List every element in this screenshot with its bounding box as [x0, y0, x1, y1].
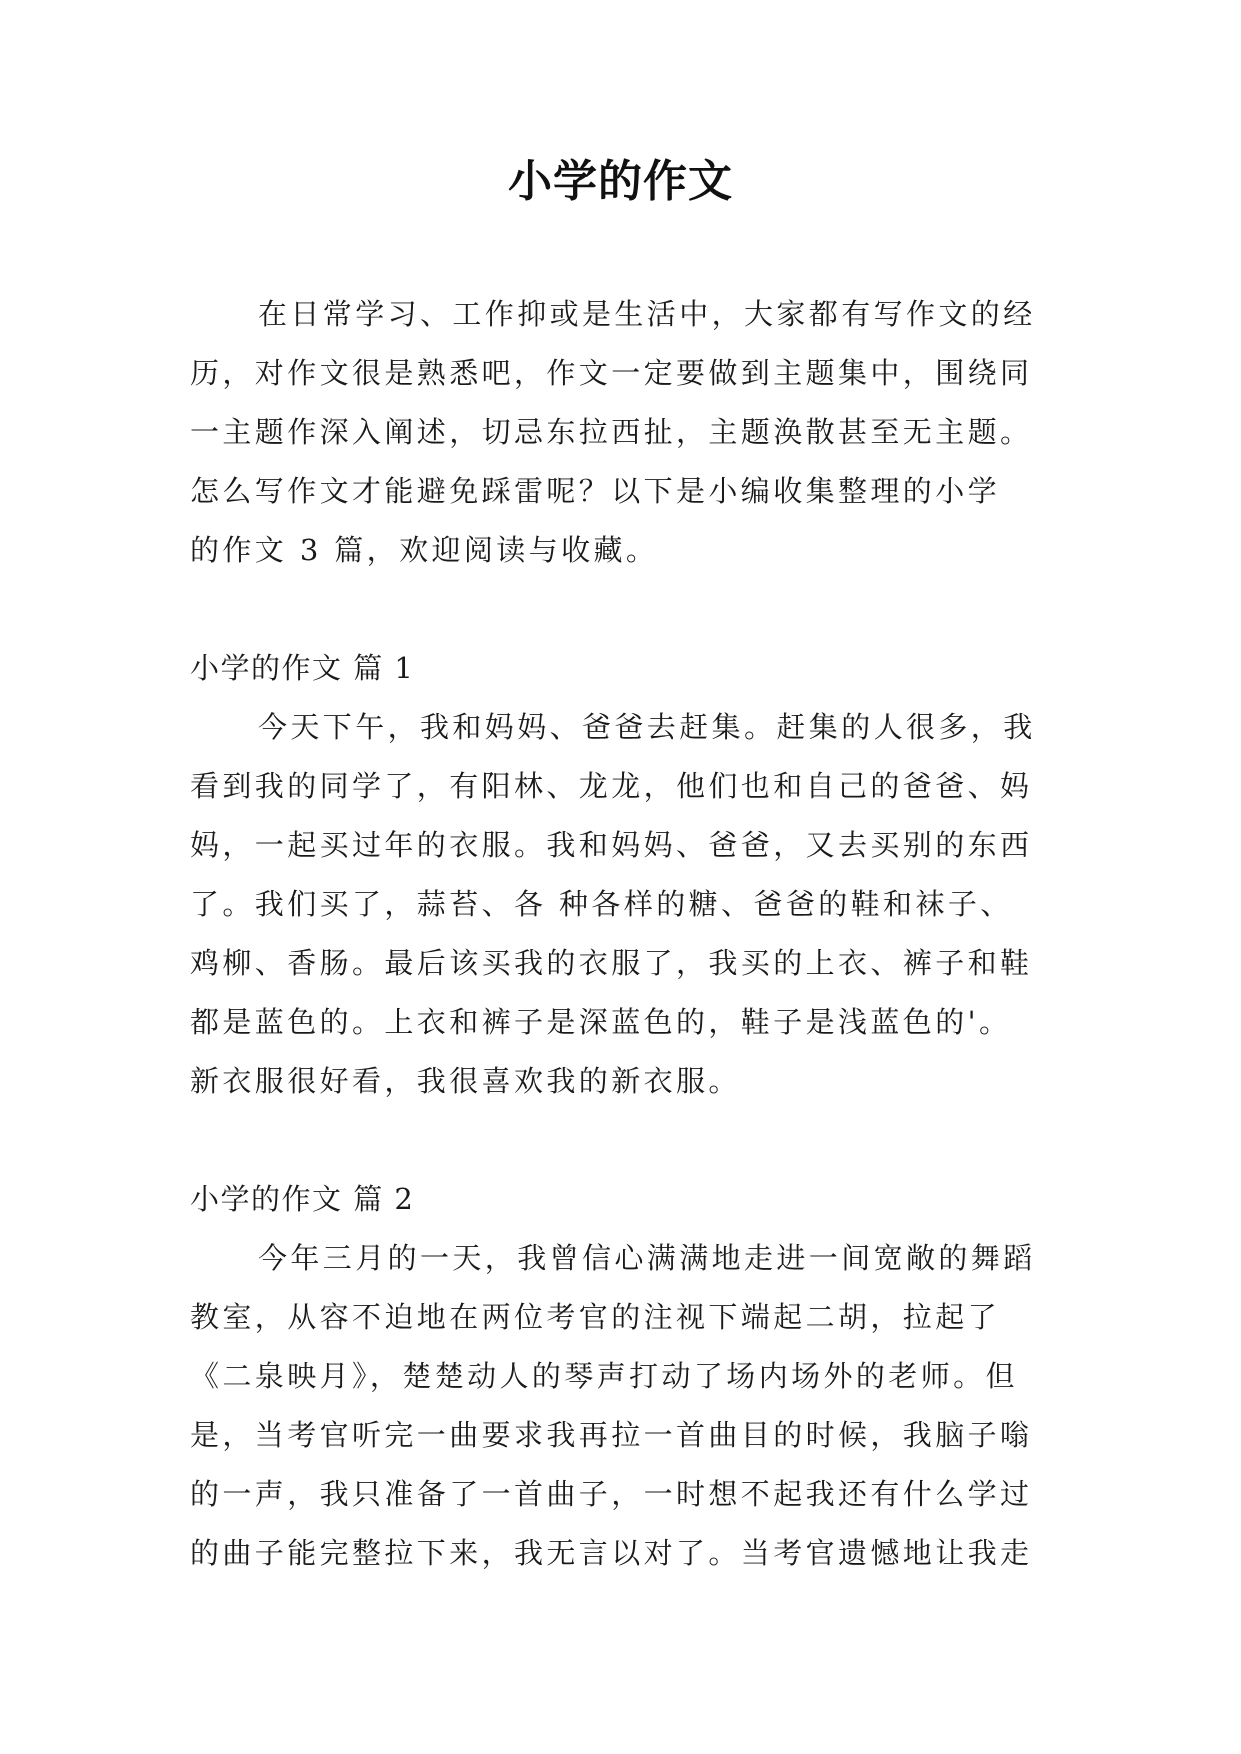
text-line: 妈，一起买过年的衣服。我和妈妈、爸爸，又去买别的东西	[190, 828, 1033, 862]
text-line: 历，对作文很是熟悉吧，作文一定要做到主题集中，围绕同	[190, 356, 1033, 390]
text-line: 的作文 3 篇，欢迎阅读与收藏。	[190, 533, 659, 567]
document-title: 小学的作文	[508, 156, 733, 207]
text-line: 《二泉映月》，楚楚动人的琴声打动了场内场外的老师。但	[190, 1359, 1018, 1393]
text-line: 一主题作深入阐述，切忌东拉西扯，主题涣散甚至无主题。	[190, 415, 1033, 449]
section-2	[190, 1170, 1070, 1583]
section-1	[190, 639, 1070, 1111]
paragraph-gap	[190, 1111, 1070, 1170]
text-line: 了。我们买了，蒜苔、各 种各样的糖、爸爸的鞋和袜子、	[190, 887, 1013, 921]
text-line: 鸡柳、香肠。最后该买我的衣服了，我买的上衣、裤子和鞋	[190, 946, 1033, 980]
text-line: 都是蓝色的。上衣和裤子是深蓝色的，鞋子是浅蓝色的'。	[190, 1005, 1012, 1039]
text-line: 的曲子能完整拉下来，我无言以对了。当考官遗憾地让我走	[190, 1536, 1033, 1570]
text-line: 是，当考官听完一曲要求我再拉一首曲目的时候，我脑子嗡	[190, 1418, 1033, 1452]
paragraph-gap	[190, 580, 1070, 639]
section-heading: 小学的作文 篇 1	[190, 651, 415, 685]
intro-paragraph	[190, 285, 1070, 580]
document-body	[190, 285, 1070, 1583]
section-heading: 小学的作文 篇 2	[190, 1182, 415, 1216]
text-line: 新衣服很好看，我很喜欢我的新衣服。	[190, 1064, 741, 1098]
text-line: 怎么写作文才能避免踩雷呢？以下是小编收集整理的小学	[190, 474, 1001, 508]
text-line: 今天下午，我和妈妈、爸爸去赶集。赶集的人很多，我	[258, 710, 1036, 744]
text-line: 今年三月的一天，我曾信心满满地走进一间宽敞的舞蹈	[258, 1241, 1036, 1275]
text-line: 教室，从容不迫地在两位考官的注视下端起二胡，拉起了	[190, 1300, 1001, 1334]
text-line: 的一声，我只准备了一首曲子，一时想不起我还有什么学过	[190, 1477, 1033, 1511]
text-line: 在日常学习、工作抑或是生活中，大家都有写作文的经	[258, 297, 1036, 331]
text-line: 看到我的同学了，有阳林、龙龙，他们也和自己的爸爸、妈	[190, 769, 1033, 803]
